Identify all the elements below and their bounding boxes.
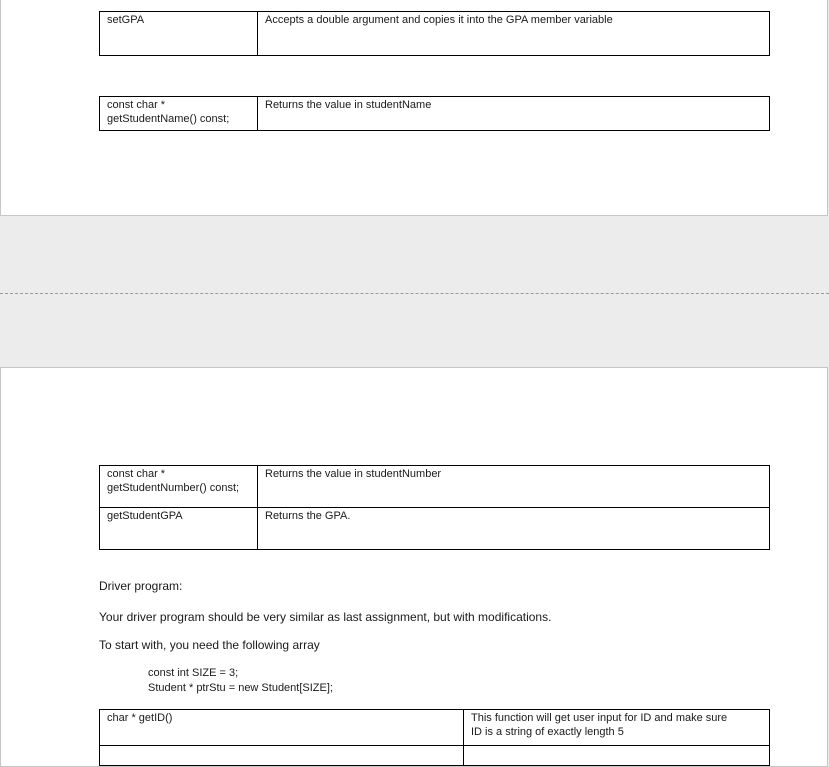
method-cell (100, 97, 258, 131)
document-page-1 (0, 0, 828, 216)
method-description: Accepts a double argument and copies it into the GPA member variable (265, 14, 613, 26)
description-cell (464, 746, 770, 766)
code-snippet (148, 666, 333, 696)
function-table (99, 709, 770, 766)
methods-table (99, 11, 770, 56)
method-description: Returns the value in studentNumber (265, 468, 442, 480)
method-signature: getStudentNumber() const; (107, 482, 240, 494)
description-cell (258, 97, 770, 131)
description-cell (258, 12, 770, 56)
description-cell (258, 508, 770, 550)
driver-intro-text: Your driver program should be very similar as last assignment, but with modifications. (99, 610, 552, 624)
function-cell (100, 710, 464, 746)
method-signature: getStudentName() const; (107, 113, 230, 125)
description-cell (464, 710, 770, 746)
document-page-2 (0, 367, 828, 767)
table-row-next (100, 746, 770, 766)
driver-heading: Driver program: (99, 579, 183, 593)
function-signature: char * getID() (107, 712, 173, 724)
description-cell (258, 466, 770, 508)
function-description-line: ID is a string of exactly length 5 (471, 726, 624, 738)
code-line: Student * ptrStu = new Student[SIZE]; (148, 682, 333, 694)
table-row-get-student-number (100, 466, 770, 508)
method-description: Returns the GPA. (265, 510, 351, 522)
method-cell (100, 508, 258, 550)
method-return-type: const char * (107, 99, 166, 111)
page-break-line (0, 293, 829, 294)
table-row-set-gpa (100, 12, 770, 56)
function-cell (100, 746, 464, 766)
function-description-line: This function will get user input for ID and make sure (471, 712, 728, 724)
method-description: Returns the value in studentName (265, 99, 432, 111)
method-cell (100, 12, 258, 56)
table-row-get-student-name (100, 97, 770, 131)
methods-table-continued (99, 96, 770, 131)
table-row-get-id (100, 710, 770, 746)
method-return-type: const char * (107, 468, 166, 480)
method-cell (100, 466, 258, 508)
method-name: setGPA (107, 14, 145, 26)
code-line: const int SIZE = 3; (148, 667, 239, 679)
method-name: getStudentGPA (107, 510, 183, 522)
methods-table-page-2 (99, 465, 770, 550)
table-row-get-student-gpa (100, 508, 770, 550)
array-intro-text: To start with, you need the following array (99, 638, 320, 652)
